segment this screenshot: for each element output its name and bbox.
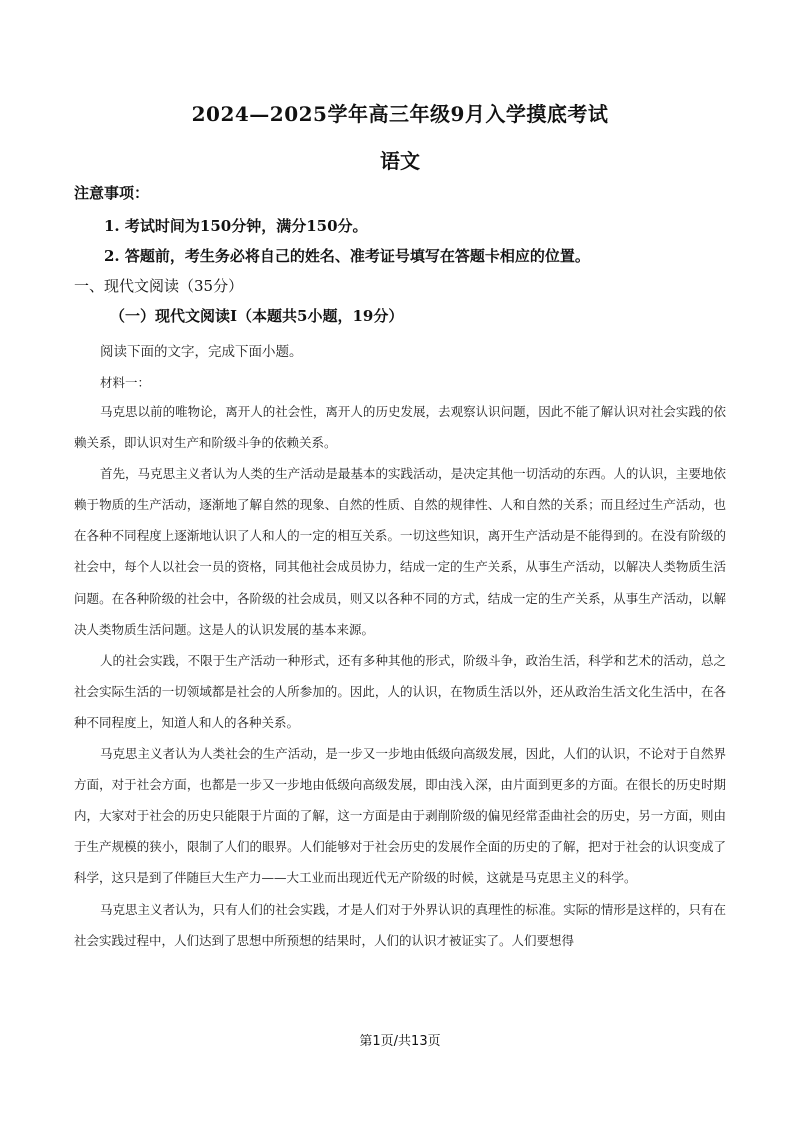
section-heading: 一、现代文阅读（35分） bbox=[74, 277, 244, 295]
reading-instruction: 阅读下面的文字，完成下面小题。 bbox=[100, 344, 303, 360]
passage-paragraph: 马克思主义者认为人类社会的生产活动，是一步又一步地由低级向高级发展，因此，人们的认识，不论对于自然界方面，对于社会方面，也都是一步又一步地由低级向高级发展，即由浅入深，由片面到更多的方面。在很长的历史时期内，大家对于社会的历史只能限于片面的了解，这一方面是由于剥削阶级的偏见经常歪曲社会的历史，另一方面，则由于生产规模的狭小，限制了人们的眼界。人们能够对于社会历史的发展作全面的历史的了解，把对于社会的认识变成了科学，这只是到了伴随巨大生产力——大工业而出现近代无产阶级的时候，这就是马克思主义的科学。 bbox=[74, 746, 726, 886]
notice-item-time: 1. 考试时间为150分钟，满分150分。 bbox=[104, 217, 368, 235]
notice-item-info: 2. 答题前，考生务必将自己的姓名、准考证号填写在答题卡相应的位置。 bbox=[104, 247, 590, 265]
passage-paragraph: 马克思以前的唯物论，离开人的社会性，离开人的历史发展，去观察认识问题，因此不能了解认识对社会实践的依赖关系，即认识对生产和阶级斗争的依赖关系。 bbox=[74, 404, 726, 451]
notice-heading: 注意事项： bbox=[74, 184, 150, 202]
passage-paragraph: 首先，马克思主义者认为人类的生产活动是最基本的实践活动，是决定其他一切活动的东西。人的认识，主要地依赖于物质的生产活动，逐渐地了解自然的现象、自然的性质、自然的规律性、人和自然的关系；而且经过生产活动，也在各种不同程度上逐渐地认识了人和人的一定的相互关系。一切这些知识，离开生产活动是不能得到的。在没有阶级的社会中，每个人以社会一员的资格，同其他社会成员协力，结成一定的生产关系，从事生产活动，以解决人类物质生活问题。在各种阶级的社会中，各阶级的社会成员，则又以各种不同的方式，结成一定的生产关系，从事生产活动，以解决人类物质生活问题。这是人的认识发展的基本来源。 bbox=[74, 466, 726, 637]
reading-passage bbox=[74, 396, 726, 956]
passage-paragraph: 人的社会实践，不限于生产活动一种形式，还有多种其他的形式，阶级斗争，政治生活，科学和艺术的活动，总之社会实际生活的一切领域都是社会的人所参加的。因此，人的认识，在物质生活以外，还从政治生活文化生活中，在各种不同程度上，知道人和人的各种关系。 bbox=[74, 652, 726, 730]
subsection-heading: （一）现代文阅读Ⅰ（本题共5小题，19分） bbox=[110, 307, 404, 325]
passage-paragraph: 马克思主义者认为，只有人们的社会实践，才是人们对于外界认识的真理性的标准。实际的情形是这样的，只有在社会实践过程中，人们达到了思想中所预想的结果时，人们的认识才被证实了。人们要想得 bbox=[74, 901, 726, 948]
page-number-footer: 第1页/共13页 bbox=[359, 1034, 441, 1049]
subject-title: 语文 bbox=[380, 149, 420, 173]
material-label: 材料一： bbox=[100, 375, 151, 390]
exam-title: 2024—2025学年高三年级9月入学摸底考试 bbox=[191, 102, 609, 126]
